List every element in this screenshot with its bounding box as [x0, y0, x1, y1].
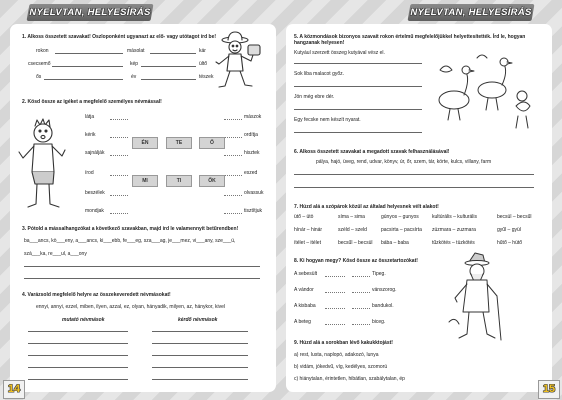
dotted-leader	[224, 119, 242, 120]
word-pair: hínár – hinár	[294, 227, 323, 233]
old-man-with-cane-illustration	[445, 252, 517, 344]
ex1-word: ültő	[199, 61, 208, 67]
boy-illustration	[15, 118, 69, 212]
answer-line	[294, 109, 422, 110]
verb-word: eszed	[244, 170, 258, 176]
exercise-6-prompt: 6. Alkoss összetett szavakat a megadott szavak felhasználásával!	[294, 149, 450, 155]
word-pair: széld – szeld	[338, 227, 367, 233]
word-pair: gúnyos – gunyos	[381, 214, 419, 220]
dotted-leader	[352, 324, 370, 325]
answer-line	[152, 343, 248, 344]
dotted-leader	[352, 276, 370, 277]
answer-line	[44, 79, 123, 80]
verb-word: ordítja	[244, 132, 258, 138]
dotted-leader	[224, 213, 242, 214]
answer-line	[28, 331, 128, 332]
verb-word: bandukol.	[372, 303, 394, 309]
word-pair: síma – sima	[338, 214, 365, 220]
proverb-sentence: Egy fecske nem készít nyarat.	[294, 117, 361, 123]
verb-word: látja	[85, 114, 95, 120]
verb-word: mászok	[244, 114, 262, 120]
answer-line	[152, 379, 248, 380]
dotted-leader	[110, 155, 128, 156]
dotted-leader	[325, 308, 345, 309]
dotted-leader	[224, 155, 242, 156]
verb-word: sajnálják	[85, 150, 105, 156]
verb-word: Tipeg.	[372, 271, 386, 277]
word-pair: becsül – becsűl	[497, 214, 532, 220]
dotted-leader	[224, 137, 242, 138]
verb-word: vánszorog.	[372, 287, 397, 293]
word-pair: ütő – ütö	[294, 214, 314, 220]
dotted-leader	[224, 175, 242, 176]
dotted-leader	[325, 292, 345, 293]
dotted-leader	[110, 195, 128, 196]
exercise-5-prompt: 5. A közmondások bizonyos szavait rokon értelmű megfelelőjükkel helyettesítették. Írd le, hogyan hangzanak helyesen!	[294, 34, 526, 46]
exercise-7-prompt: 7. Húzd alá a szópárok közül az általad helyesnek vélt alakot!	[294, 204, 439, 210]
left-header-banner	[27, 4, 154, 21]
demonstrative-pronouns-header: mutató névmások	[62, 317, 105, 323]
ex1-word: másolat	[127, 48, 145, 54]
exercise-3-prompt: 3. Pótold a mássalhangzókat a következő szavakban, majd írd le valamennyit betűrendben!	[22, 226, 239, 232]
verb-word: biceg.	[372, 319, 386, 325]
word-pair: kultúrális – kulturális	[432, 214, 478, 220]
word-pair: bába – baba	[381, 240, 409, 246]
subject-word: A beteg	[294, 319, 311, 325]
right-header-banner	[408, 4, 535, 21]
answer-line	[294, 63, 422, 64]
ex1-word: csecsemő	[28, 61, 51, 67]
geese-and-animals-illustration	[432, 50, 534, 132]
exercise-4-prompt: 4. Varázsold megfelelő helyre az összekeveredett névmásokat!	[22, 292, 171, 298]
ex1-word: rokon	[36, 48, 49, 54]
exercise-9-prompt: 9. Húzd alá a sorokban lévő kakukktojást!	[294, 340, 393, 346]
answer-line	[141, 66, 196, 67]
exercise-9-line: b) vidám, jókedvű, víg, kedélyes, szomorú	[294, 364, 388, 370]
page-number-right: 15	[538, 380, 560, 399]
dotted-leader	[110, 175, 128, 176]
ex1-word: kár	[199, 48, 206, 54]
answer-line	[152, 331, 248, 332]
verb-word: mondjak	[85, 208, 104, 214]
exercise-3-words-line: szá___ka, re___ul, a___ony	[24, 251, 87, 257]
exercise-9-line: c) hiánytalan, érintetlen, hibátlan, szabálytalan, ép	[294, 376, 405, 382]
subject-word: A sebesült	[294, 271, 318, 277]
dotted-leader	[352, 308, 370, 309]
pronoun-box-ti: TI	[166, 175, 192, 187]
subject-word: A vándor	[294, 287, 314, 293]
answer-line	[141, 79, 196, 80]
proverb-sentence: Jön még ebre dér.	[294, 94, 335, 100]
answer-line	[294, 174, 534, 175]
answer-line	[28, 343, 128, 344]
pronoun-box-mi: MI	[132, 175, 158, 187]
right-header-title: NYELVTAN, HELYESÍRÁS	[410, 7, 532, 18]
ex1-word: év	[131, 74, 137, 80]
answer-line	[294, 86, 422, 87]
answer-line	[24, 278, 260, 279]
pronoun-box-en: ÉN	[132, 137, 158, 149]
pronoun-box-te: TE	[166, 137, 192, 149]
pronoun-box-ok: ŐK	[199, 175, 225, 187]
proverb-sentence: Sok liba malacot győz.	[294, 71, 345, 77]
dotted-leader	[110, 119, 128, 120]
answer-line	[294, 132, 422, 133]
ex1-word: tészek	[199, 74, 214, 80]
answer-line	[24, 266, 260, 267]
exercise-3-words-line: ba___ancs, kö___eny, a___ancs, ki___ebb, fe___eg, sza___ag, je___mez, vi___any, sze___ü,	[24, 238, 236, 244]
left-header-title: NYELVTAN, HELYESÍRÁS	[29, 7, 151, 18]
exercise-2-prompt: 2. Kösd össze az igéket a megfelelő személyes névmással!	[22, 99, 162, 105]
exercise-4-word-list: ennyi, annyi, ezzel, miben, ilyen, azzal, ez, olyan, hányadik, milyen, az, hánykor, kivel	[36, 304, 225, 310]
word-pair: becsűl – becsül	[338, 240, 373, 246]
subject-word: A kisbaba	[294, 303, 316, 309]
answer-line	[294, 187, 534, 188]
verb-word: kérik	[85, 132, 96, 138]
answer-line	[28, 379, 128, 380]
answer-line	[152, 355, 248, 356]
dotted-leader	[224, 195, 242, 196]
exercise-8-prompt: 8. Ki hogyan megy? Kösd össze az összetartozókat!	[294, 258, 418, 264]
pronoun-box-o: Ő	[199, 137, 225, 149]
traveler-illustration	[207, 31, 267, 93]
word-pair: tűzkötés – tüzkötés	[432, 240, 475, 246]
answer-line	[28, 355, 128, 356]
exercise-9-line: a) rest, lusta, naplopó, adakozó, lunya	[294, 352, 379, 358]
exercise-1-prompt: 1. Alkoss összetett szavakat! Oszloponként ugyanazt az elő- vagy utótagot írd be!	[22, 34, 217, 40]
answer-line	[150, 53, 196, 54]
answer-line	[28, 367, 128, 368]
page-number-left: 14	[3, 380, 25, 399]
exercise-6-word-list: pálya, hajó, üveg, rend, udvar, könyv, úr, őr, szem, tár, körte, kulcs, villany, farm	[316, 159, 492, 165]
word-pair: gyűl – gyül	[497, 227, 521, 233]
dotted-leader	[325, 324, 345, 325]
ex1-word: kép	[130, 61, 139, 67]
dotted-leader	[325, 276, 345, 277]
answer-line	[52, 66, 123, 67]
word-pair: zúzmara – zuzmara	[432, 227, 476, 233]
word-pair: pacsirta – pacsírta	[381, 227, 422, 233]
answer-line	[152, 367, 248, 368]
interrogative-pronouns-header: kérdő névmások	[178, 317, 218, 323]
word-pair: hűtő – hütő	[497, 240, 523, 246]
verb-word: hisztek	[244, 150, 260, 156]
verb-word: írod	[85, 170, 94, 176]
ex1-word: ős	[36, 74, 42, 80]
word-pair: ítélet – itélet	[294, 240, 321, 246]
verb-word: olvassuk	[244, 190, 264, 196]
proverb-sentence: Kutyául szerzett összeg kutyával vész el.	[294, 50, 385, 56]
dotted-leader	[352, 292, 370, 293]
verb-word: tisztítjuk	[244, 208, 263, 214]
dotted-leader	[110, 137, 128, 138]
verb-word: beszélek	[85, 190, 105, 196]
answer-line	[55, 53, 123, 54]
dotted-leader	[110, 213, 128, 214]
